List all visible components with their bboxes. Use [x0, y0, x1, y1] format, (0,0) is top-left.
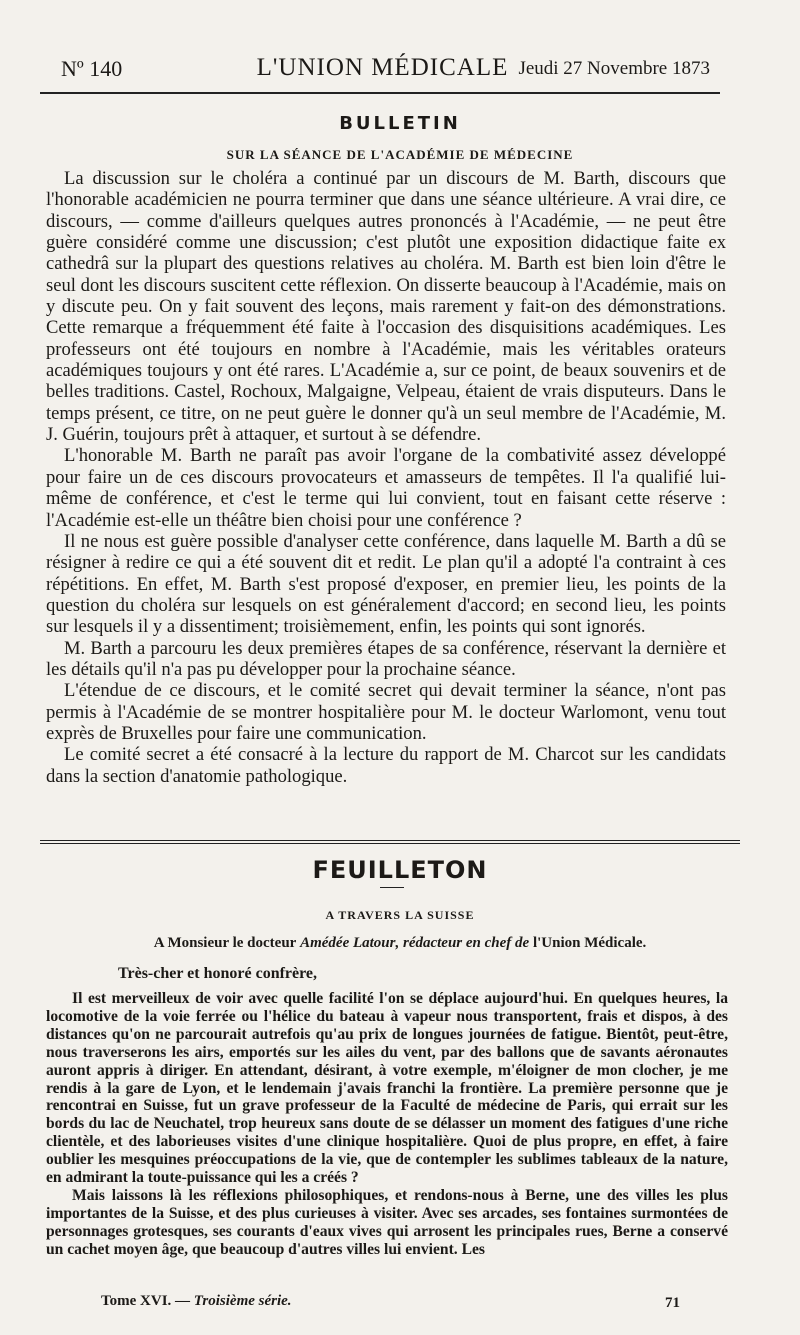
bulletin-paragraph: Le comité secret a été consacré à la lecture du rapport de M. Charcot sur les candidats dans la section d'anatomie pathologique. [46, 744, 726, 787]
page-number: 71 [665, 1295, 680, 1311]
bulletin-paragraph: Il ne nous est guère possible d'analyser cette conférence, dans laquelle M. Barth a dû se résigner à redire ce qui a été souvent dit et redit. Le plan qu'il a adopté l'a contraint à ces répétitions. En effet, M. Barth s'est proposé d'exposer, en premier lieu, les points de la question du choléra sur lesquels on est généralement d'accord; en second lieu, les points sur lesquels il y a dissentiment; troisièmement, enfin, les points qui sont ignorés. [46, 530, 726, 638]
bulletin-paragraph: La discussion sur le choléra a continué par un discours de M. Barth, discours que l'honorable académicien ne pourra terminer que dans une séance ultérieure. A vrai dire, ce discours, — comme d'ailleurs quelques autres prononcés à l'Académie, — ne peut être guère considéré comme une discussion; c'est plutôt une exposition didactique faite ex cathedrâ sur la plupart des questions relatives au choléra. M. Barth est bien loin d'être le seul dont les discours suscitent cette réflexion. On disserte beaucoup à l'Académie, mais on y discute peu. On y fait souvent des leçons, mais rarement y fait-on des démonstrations. Cette remarque a fréquemment été faite à l'occasion des disquisitions académiques. Les professeurs ont été toujours en nombre à l'Académie, mais les véritables orateurs académiques toujours y ont été rares. L'Académie a, sur ce point, de beaux souvenirs et de belles traditions. Castel, Rochoux, Malgaigne, Velpeau, étaient de vrais disputeurs. Dans le temps présent, ce titre, on ne peut guère le donner qu'à un seul membre de l'Académie, M. J. Guérin, toujours prêt à attaquer, et surtout à se défendre. [46, 168, 726, 446]
bulletin-paragraph: L'étendue de ce discours, et le comité secret qui devait terminer la séance, n'ont pas permis à l'Académie de se montrer hospitalière pour M. le docteur Warlomont, venu tout exprès de Bruxelles pour faire une communication. [46, 680, 726, 744]
page-footer [46, 1293, 680, 1315]
bulletin-body [46, 168, 726, 787]
issue-date: Jeudi 27 Novembre 1873 [518, 58, 710, 79]
dedication-name: Amédée Latour [300, 935, 396, 951]
header-rule [40, 92, 720, 94]
dedication-middle: , rédacteur en chef de [395, 935, 530, 951]
journal-title: L'UNION MÉDICALE [256, 54, 509, 81]
section-divider [40, 840, 740, 844]
masthead [55, 52, 710, 86]
dedication-prefix: A Monsieur le docteur [153, 935, 297, 951]
feuilleton-title: FEUILLETON [312, 856, 488, 884]
dedication-journal: l'Union Médicale. [532, 935, 647, 951]
bulletin-paragraph: L'honorable M. Barth ne paraît pas avoir l'organe de la combativité assez développé pour faire un de ces discours provocateurs et amasseurs de tempêtes. Il l'a qualifié lui-même de conférence, et c'est le terme qui lui convient, tout en faisant cette réserve : l'Académie est-elle un théâtre bien choisi pour une conférence ? [46, 445, 726, 531]
bulletin-paragraph: M. Barth a parcouru les deux premières étapes de sa conférence, réservant la dernière et les détails qu'il n'a pas pu développer pour la prochaine séance. [46, 637, 726, 680]
series-label: Troisième série. [193, 1293, 292, 1309]
bulletin-title: BULLETIN [339, 113, 461, 134]
issue-number: Nº 140 [61, 56, 123, 81]
footer-volume [101, 1293, 292, 1310]
salutation: Très-cher et honoré confrère, [118, 965, 318, 982]
title-dash [380, 887, 404, 888]
feuilleton-paragraph: Il est merveilleux de voir avec quelle facilité l'on se déplace aujourd'hui. En quelques heures, la locomotive de la voie ferrée ou l'hélice du bateau à vapeur nous transportent, frais et dispos, à des distances qu'on ne parcourait autrefois qu'au prix de longues journées de fatigue. Bientôt, peut-être, nous traverserons les airs, emportés sur les ailes du vent, par des ballons que de savants aéronautes auront appris à diriger. En attendant, désirant, à votre exemple, m'éloigner de mon clocher, je me rendis à la gare de Lyon, et le lendemain j'avais franchi la frontière. La première personne que je rencontrai en Suisse, fut un grave professeur de la Faculté de médecine de Paris, qui errait sur les bords du lac de Neuchatel, trop heureux sans doute de se délasser un moment des fatigues d'une riche clientèle, et des laborieuses visites d'une clinique hospitalière. Quoi de plus propre, en effet, à faire oublier les mesquines préoccupations de la vie, que de contempler les sublimes tableaux de la nature, en admirant la toute-puissance qui les a créés ? [46, 990, 728, 1187]
feuilleton-paragraph: Mais laissons là les réflexions philosophiques, et rendons-nous à Berne, une des villes les plus importantes de la Suisse, et des plus curieuses à visiter. Avec ses arcades, ses fontaines surmontées de personnages grotesques, ses courants d'eaux vives qui arrosent les principales rues, Berne a conservé un cachet moyen âge, que beaucoup d'autres villes lui envient. Les [46, 1186, 728, 1258]
feuilleton-subtitle: A TRAVERS LA SUISSE [325, 908, 475, 922]
bulletin-subtitle: SUR LA SÉANCE DE L'ACADÉMIE DE MÉDECINE [226, 147, 574, 162]
volume-label: Tome XVI. — [101, 1293, 191, 1309]
feuilleton-body [46, 990, 728, 1259]
dedication [0, 935, 800, 952]
